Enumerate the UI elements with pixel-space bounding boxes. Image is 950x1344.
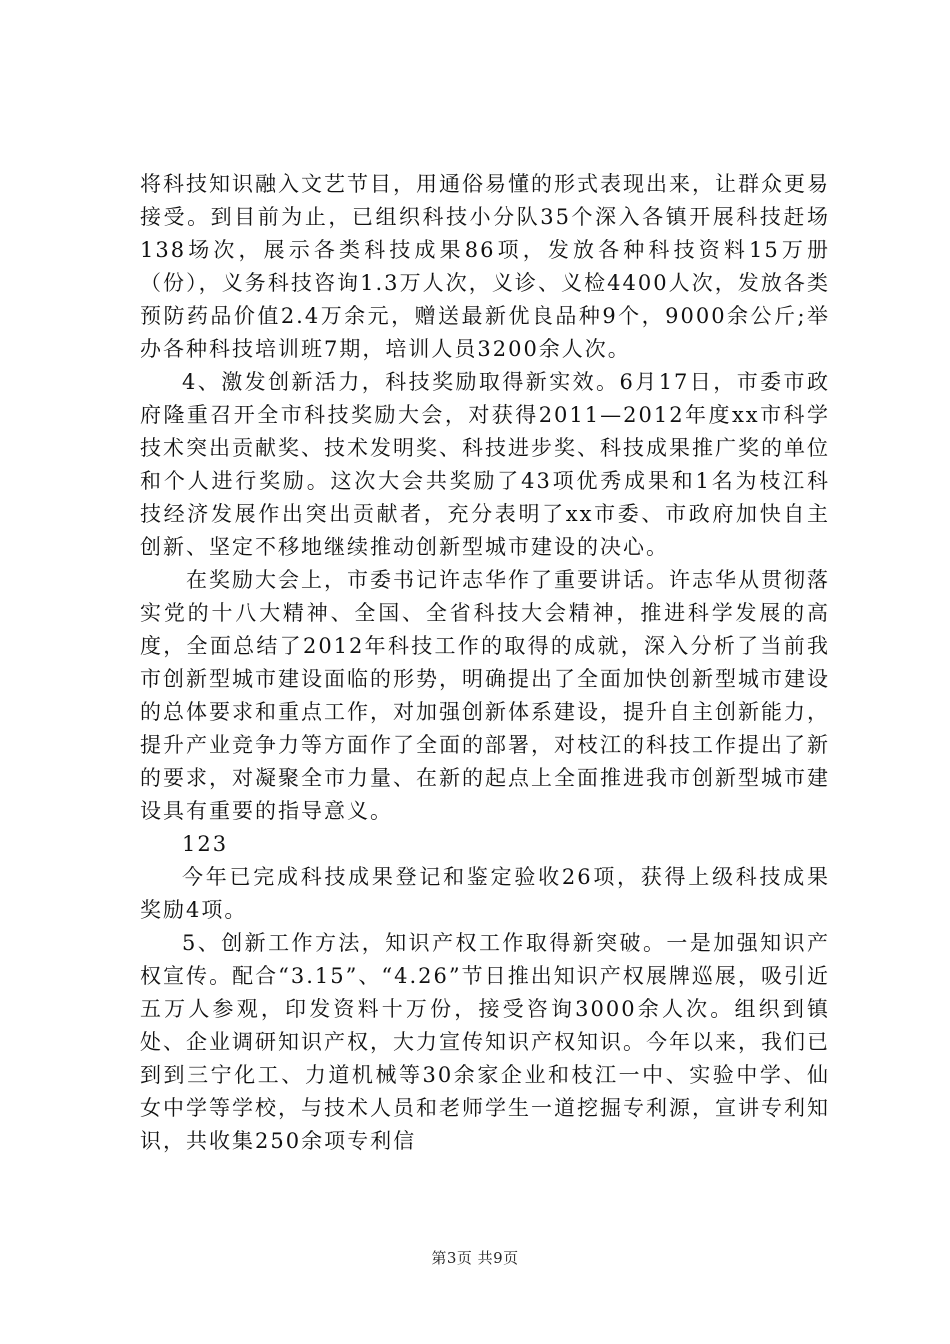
document-body <box>140 168 830 1158</box>
paragraph-award-speech: 在奖励大会上，市委书记许志华作了重要讲话。许志华从贯彻落实党的十八大精神、全国、全省科技大会精神，推进科学发展的高度，全面总结了2012年科技工作的取得的成就，深入分析了当前我市创新型城市建设面临的形势，明确提出了全面加快创新型城市建设的总体要求和重点工作，对加强创新体系建设，提升自主创新能力，提升产业竞争力等方面作了全面的部署，对枝江的科技工作提出了新的要求，对凝聚全市力量、在新的起点上全面推进我市创新型城市建设具有重要的指导意义。 <box>140 568 830 823</box>
paragraph-section-5: 5、创新工作方法，知识产权工作取得新突破。一是加强知识产权宣传。配合“3.15”、“4.26”节日推出知识产权展牌巡展，吸引近五万人参观，印发资料十万份，接受咨询3000余人次。组织到镇处、企业调研知识产权，大力宣传知识产权知识。今年以来，我们已到到三宁化工、力道机械等30余家企业和枝江一中、实验中学、仙女中学等学校，与技术人员和老师学生一道挖掘专利源，宣讲专利知识，共收集250余项专利信 <box>140 931 830 1153</box>
page-footer: 第3页 共9页 <box>431 1249 519 1267</box>
paragraph-achievements: 今年已完成科技成果登记和鉴定验收26项，获得上级科技成果奖励4项。 <box>140 865 830 922</box>
paragraph-number-fragment: 123 <box>182 832 229 856</box>
paragraph-section-4: 4、激发创新活力，科技奖励取得新实效。6月17日，市委市政府隆重召开全市科技奖励大会，对获得2011—2012年度xx市科学技术突出贡献奖、技术发明奖、科技进步奖、科技成果推广奖的单位和个人进行奖励。这次大会共奖励了43项优秀成果和1名为枝江科技经济发展作出突出贡献者，充分表明了xx市委、市政府加快自主创新、坚定不移地继续推动创新型城市建设的决心。 <box>140 370 830 559</box>
paragraph-continuation: 将科技知识融入文艺节目，用通俗易懂的形式表现出来，让群众更易接受。到目前为止，已组织科技小分队35个深入各镇开展科技赶场138场次，展示各类科技成果86项，发放各种科技资料15万册（份），义务科技咨询1.3万人次，义诊、义检4400人次，发放各类预防药品价值2.4万余元，赠送最新优良品种9个，9000余公斤;举办各种科技培训班7期，培训人员3200余人次。 <box>140 172 830 361</box>
